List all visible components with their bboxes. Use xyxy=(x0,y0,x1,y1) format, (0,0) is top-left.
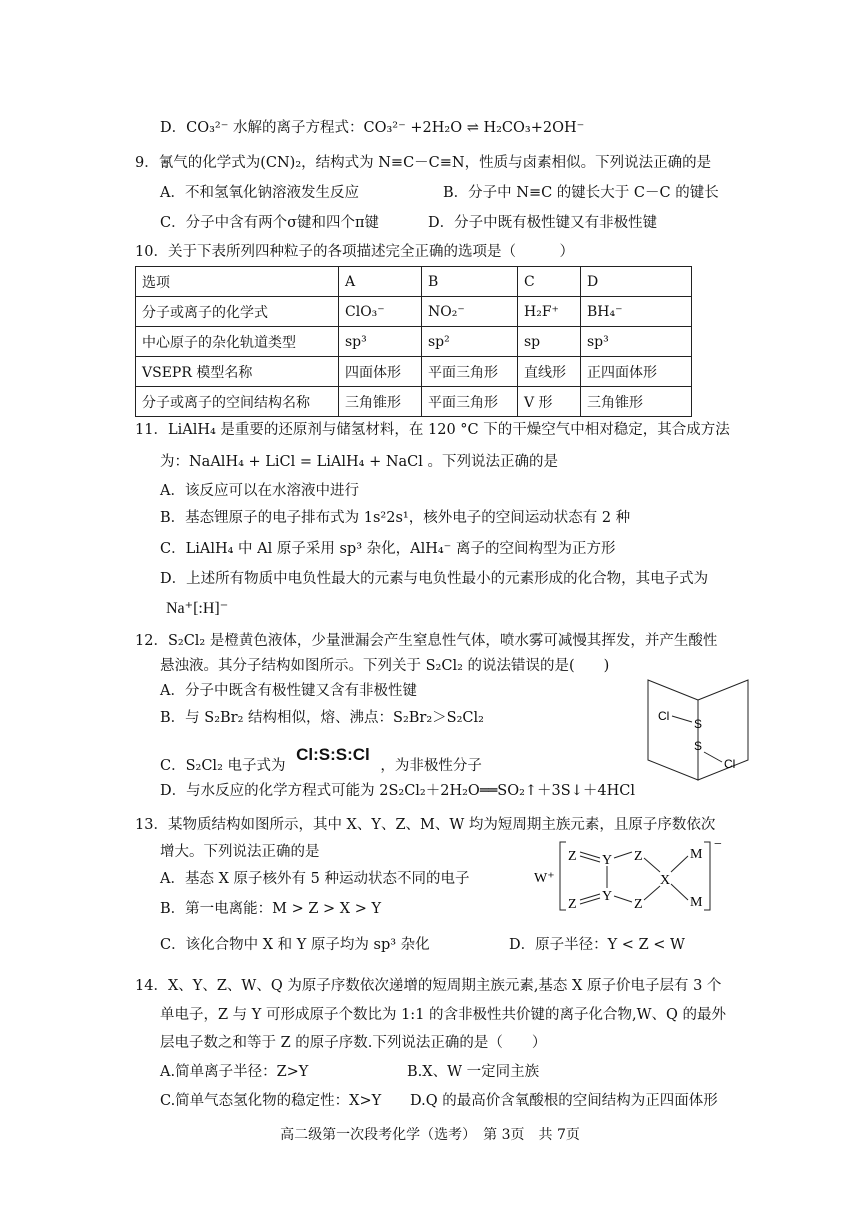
fig-y1: Y xyxy=(602,853,613,868)
lewis-structure-image: Cl:S:S:Cl xyxy=(296,745,370,764)
q13-stem-1: 13．某物质结构如图所示，其中 X、Y、Z、M、W 均为短周期主族元素，且原子序数依次 xyxy=(135,817,716,833)
table-row xyxy=(136,267,692,297)
fig-cl-1: Cl xyxy=(658,709,670,723)
q12-option-c xyxy=(160,745,482,776)
q12-option-c-prefix: C．S₂Cl₂ 电子式为 xyxy=(160,758,286,774)
q14-option-b: B.X、W 一定同主族 xyxy=(407,1064,540,1080)
table-cell: NO₂⁻ xyxy=(422,297,518,327)
fig-m1: M xyxy=(690,847,703,862)
table-cell: VSEPR 模型名称 xyxy=(136,357,339,387)
q14-line-1: 14．X、Y、Z、W、Q 为原子序数依次递增的短周期主族元素,基态 X 原子价电子层有 3 个 xyxy=(135,978,722,994)
q13-structure-figure xyxy=(530,836,730,916)
fig-x: X xyxy=(660,873,671,888)
fig-charge: − xyxy=(714,837,722,852)
q13-option-d: D．原子半径：Y < Z < W xyxy=(509,937,685,953)
fig-z3: Z xyxy=(634,849,643,864)
fig-z4: Z xyxy=(634,897,643,912)
table-cell: ClO₃⁻ xyxy=(339,297,422,327)
q9-option-b: B．分子中 N≡C 的键长大于 C－C 的键长 xyxy=(443,185,719,201)
q9-option-a: A．不和氢氧化钠溶液发生反应 xyxy=(160,185,359,201)
table-cell: 直线形 xyxy=(518,357,581,387)
table-cell: 三角锥形 xyxy=(581,387,692,417)
table-cell: BH₄⁻ xyxy=(581,297,692,327)
fig-z2: Z xyxy=(568,897,577,912)
q11-option-d: D．上述所有物质中电负性最大的元素与电负性最小的元素形成的化合物，其电子式为 xyxy=(160,571,709,587)
q12-option-c-suffix: ，为非极性分子 xyxy=(380,758,482,774)
table-cell: H₂F⁺ xyxy=(518,297,581,327)
q10-stem: 10．关于下表所列四种粒子的各项描述完全正确的选项是（ ） xyxy=(135,244,574,260)
q14-line-3: 层电子数之和等于 Z 的原子序数.下列说法正确的是（ ） xyxy=(160,1035,547,1051)
table-cell: sp³ xyxy=(339,327,422,357)
q11-stem-1: 11．LiAlH₄ 是重要的还原剂与储氢材料，在 120 °C 下的干燥空气中相对稳定，其合成方法 xyxy=(135,422,730,438)
table-cell: 中心原子的杂化轨道类型 xyxy=(136,327,339,357)
q12-stem-1: 12．S₂Cl₂ 是橙黄色液体，少量泄漏会产生窒息性气体，喷水雾可减慢其挥发，并产生酸性 xyxy=(135,633,718,649)
table-row xyxy=(136,297,692,327)
table-cell: D xyxy=(581,267,692,297)
table-cell: sp xyxy=(518,327,581,357)
q8-option-d: D．CO₃²⁻ 水解的离子方程式：CO₃²⁻ +2H₂O ⇌ H₂CO₃+2OH⁻ xyxy=(160,120,585,136)
q14-option-d: D.Q 的最高价含氧酸根的空间结构为正四面体形 xyxy=(410,1093,718,1109)
table-row xyxy=(136,357,692,387)
table-cell: 分子或离子的化学式 xyxy=(136,297,339,327)
q13-stem-2: 增大。下列说法正确的是 xyxy=(160,844,320,860)
table-row xyxy=(136,387,692,417)
fig-s-1: S xyxy=(694,717,703,731)
fig-y2: Y xyxy=(602,889,613,904)
q12-option-d: D．与水反应的化学方程式可能为 2S₂Cl₂＋2H₂O══SO₂↑＋3S↓＋4HCl xyxy=(160,783,635,799)
q14-line-2: 单电子，Z 与 Y 可形成原子个数比为 1:1 的含非极性共价键的离子化合物,W、Q 的最外 xyxy=(160,1007,727,1023)
table-cell: 平面三角形 xyxy=(422,387,518,417)
table-cell: V 形 xyxy=(518,387,581,417)
q13-option-a: A．基态 X 原子核外有 5 种运动状态不同的电子 xyxy=(160,871,470,887)
fig-cl-2: Cl xyxy=(724,757,736,771)
table-cell: A xyxy=(339,267,422,297)
q13-option-c: C．该化合物中 X 和 Y 原子均为 sp³ 杂化 xyxy=(160,937,430,953)
q11-option-d-formula: Na⁺[:H]⁻ xyxy=(166,600,229,617)
q9-stem: 9．氰气的化学式为(CN)₂，结构式为 N≡C－C≡N，性质与卤素相似。下列说法正确的是 xyxy=(135,155,712,171)
fig-w: W⁺ xyxy=(534,871,555,886)
table-cell: C xyxy=(518,267,581,297)
table-cell: B xyxy=(422,267,518,297)
q11-stem-2: 为：NaAlH₄ + LiCl = LiAlH₄ + NaCl 。下列说法正确的是 xyxy=(160,454,559,470)
q10-table xyxy=(135,266,692,417)
q12-option-a: A．分子中既含有极性键又含有非极性键 xyxy=(160,683,417,699)
q12-stem-2: 悬浊液。其分子结构如图所示。下列关于 S₂Cl₂ 的说法错误的是( ) xyxy=(160,658,610,674)
q11-option-b: B．基态锂原子的电子排布式为 1s²2s¹，核外电子的空间运动状态有 2 种 xyxy=(160,510,631,526)
fig-s-2: S xyxy=(694,739,703,753)
s2cl2-structure-figure xyxy=(640,676,760,782)
q9-option-d: D．分子中既有极性键又有非极性键 xyxy=(428,215,658,231)
table-cell: 三角锥形 xyxy=(339,387,422,417)
table-cell: 正四面体形 xyxy=(581,357,692,387)
q13-option-b: B．第一电离能：M > Z > X > Y xyxy=(160,901,382,917)
q9-option-c: C．分子中含有两个σ键和四个π键 xyxy=(160,215,380,231)
table-cell: 四面体形 xyxy=(339,357,422,387)
table-row xyxy=(136,327,692,357)
q12-option-b: B．与 S₂Br₂ 结构相似，熔、沸点：S₂Br₂＞S₂Cl₂ xyxy=(160,710,484,726)
q11-option-a: A．该反应可以在水溶液中进行 xyxy=(160,483,359,499)
table-cell: 分子或离子的空间结构名称 xyxy=(136,387,339,417)
table-cell: sp³ xyxy=(581,327,692,357)
page-footer: 高二级第一次段考化学（选考） 第 3页 共 7页 xyxy=(280,1127,580,1143)
q14-option-a: A.简单离子半径：Z>Y xyxy=(160,1064,309,1080)
table-cell: 平面三角形 xyxy=(422,357,518,387)
fig-m2: M xyxy=(690,895,703,910)
q11-option-c: C．LiAlH₄ 中 Al 原子采用 sp³ 杂化，AlH₄⁻ 离子的空间构型为正方形 xyxy=(160,541,616,557)
table-cell: sp² xyxy=(422,327,518,357)
q14-option-c: C.简单气态氢化物的稳定性：X>Y xyxy=(160,1093,382,1109)
fig-z1: Z xyxy=(568,849,577,864)
table-cell: 选项 xyxy=(136,267,339,297)
